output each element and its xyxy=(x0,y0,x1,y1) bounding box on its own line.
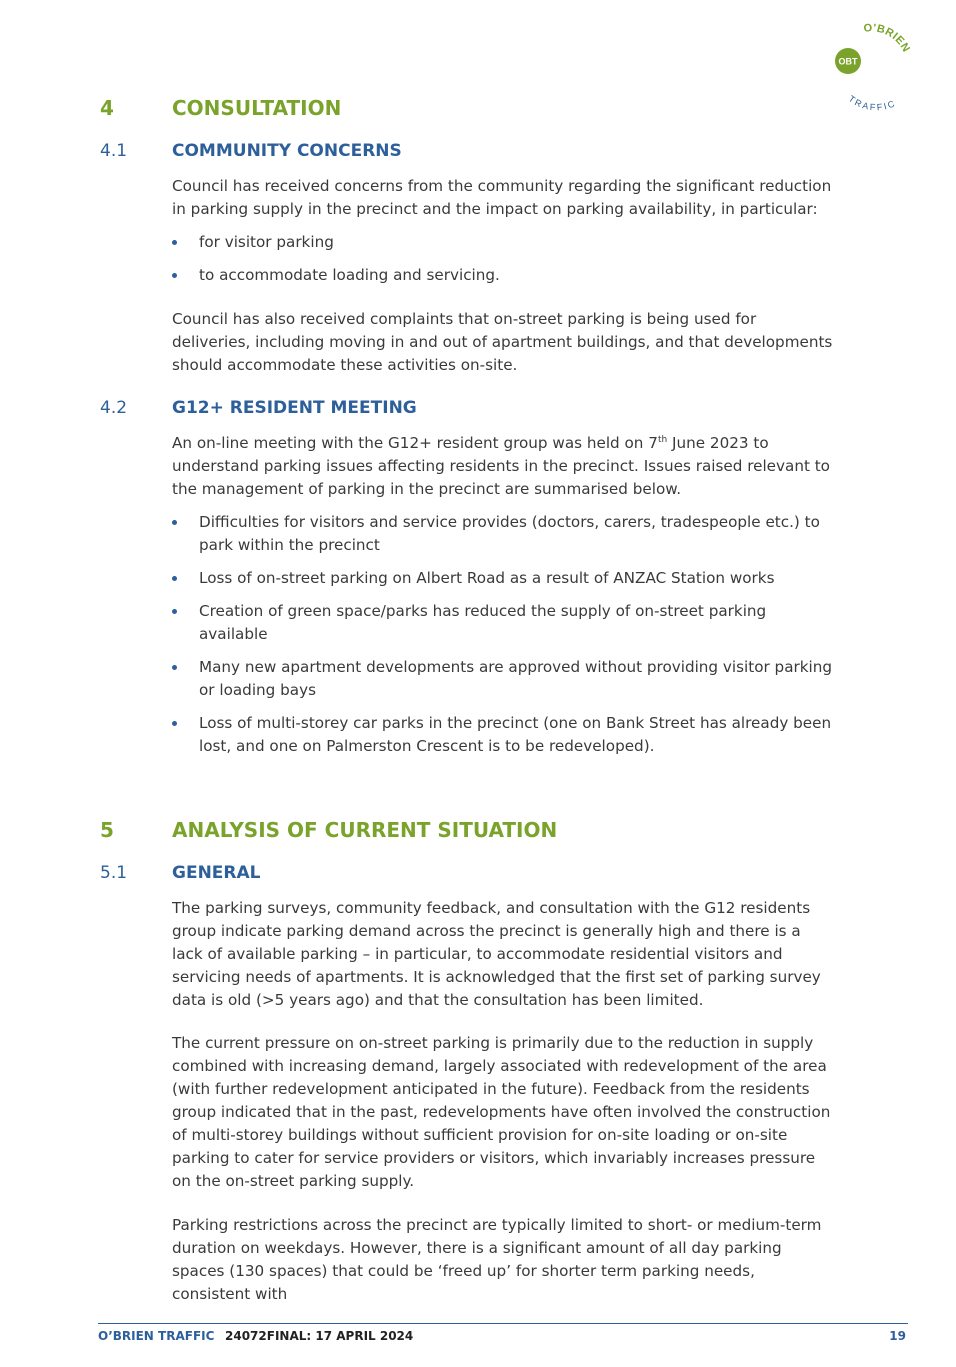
ordinal-suffix: th xyxy=(657,434,668,445)
list-item: Many new apartment developments are approved without providing visitor parking or loading bays xyxy=(172,656,834,702)
svg-text:TRAFFIC xyxy=(847,94,898,113)
list-item: Difficulties for visitors and service provides (doctors, carers, tradespeople etc.) to park within the precinct xyxy=(172,511,834,557)
list-item: Creation of green space/parks has reduced the supply of on-street parking available xyxy=(172,600,834,646)
paragraph xyxy=(172,432,834,501)
bullet-list xyxy=(172,231,834,297)
list-item: Loss of on-street parking on Albert Road as a result of ANZAC Station works xyxy=(172,567,834,590)
heading-number: 4.1 xyxy=(100,141,128,161)
logo-name: O'BRIEN xyxy=(863,22,913,55)
paragraph: Parking restrictions across the precinct are typically limited to short- or medium-term duration on weekdays. However, there is a significant amount of all day parking spaces (130 spaces) that could be ‘freed up’ for shorter term parking needs, consistent with xyxy=(172,1216,822,1303)
footer-divider xyxy=(98,1323,908,1324)
heading-number: 4.2 xyxy=(100,398,128,418)
logo-badge-text: OBT xyxy=(838,56,858,67)
list-item: Loss of multi-storey car parks in the precinct (one on Bank Street has already been lost, and one on Palmerston Crescent is to be redeveloped). xyxy=(172,712,834,758)
heading-number: 4 xyxy=(100,96,114,120)
heading-number: 5 xyxy=(100,818,114,842)
heading-title: GENERAL xyxy=(172,863,261,883)
paragraph-text: An on-line meeting with the G12+ resident group was held on 7 xyxy=(172,434,658,452)
bullet-list xyxy=(172,511,834,768)
paragraph: The current pressure on on-street parking is primarily due to the reduction in supply combined with increasing demand, largely associated with redevelopment of the area (with further redevelopment anticipated in the future). Feedback from the residents group indicated that in the past, redevelopments have often involved the construction of multi-storey buildings without sufficient provision for on-site loading or on-site parking to cater for service providers or visitors, which invariably increases pressure on the on-street parking supply. xyxy=(172,1034,831,1190)
list-item: to accommodate loading and servicing. xyxy=(172,264,834,287)
paragraph: Council has received concerns from the community regarding the significant reduction in parking supply in the precinct and the impact on parking availability, in particular: xyxy=(172,177,832,218)
paragraph-text: June 2023 to understand parking issues affecting residents in the precinct. Issues raised relevant to the management of parking in the precinct are summarised below. xyxy=(172,434,830,498)
heading-title: G12+ RESIDENT MEETING xyxy=(172,398,417,418)
obrien-traffic-logo xyxy=(826,22,922,118)
heading-title: COMMUNITY CONCERNS xyxy=(172,141,402,161)
svg-text:O'BRIEN xyxy=(863,22,912,54)
heading-title: CONSULTATION xyxy=(172,96,342,120)
heading-number: 5.1 xyxy=(100,863,128,883)
paragraph: Council has also received complaints that on-street parking is being used for deliveries, including moving in and out of apartment buildings, and that developments should accommodate these activities on-site. xyxy=(172,310,833,374)
paragraph: The parking surveys, community feedback, and consultation with the G12 residents group indicate parking demand across the precinct is generally high and there is a lack of available parking – in particular, to accommodate residential visitors and servicing needs of apartments. It is acknowledged that the first set of parking survey data is old (>5 years ago) and that the consultation has been limited. xyxy=(172,899,821,1009)
page-number: 19 xyxy=(889,1329,906,1343)
logo-sub: TRAFFIC xyxy=(846,93,898,113)
heading-title: ANALYSIS OF CURRENT SITUATION xyxy=(172,818,558,842)
footer-document-ref: 24072FINAL: 17 APRIL 2024 xyxy=(225,1329,414,1343)
list-item: for visitor parking xyxy=(172,231,834,254)
footer-brand: O’BRIEN TRAFFIC xyxy=(98,1329,215,1343)
